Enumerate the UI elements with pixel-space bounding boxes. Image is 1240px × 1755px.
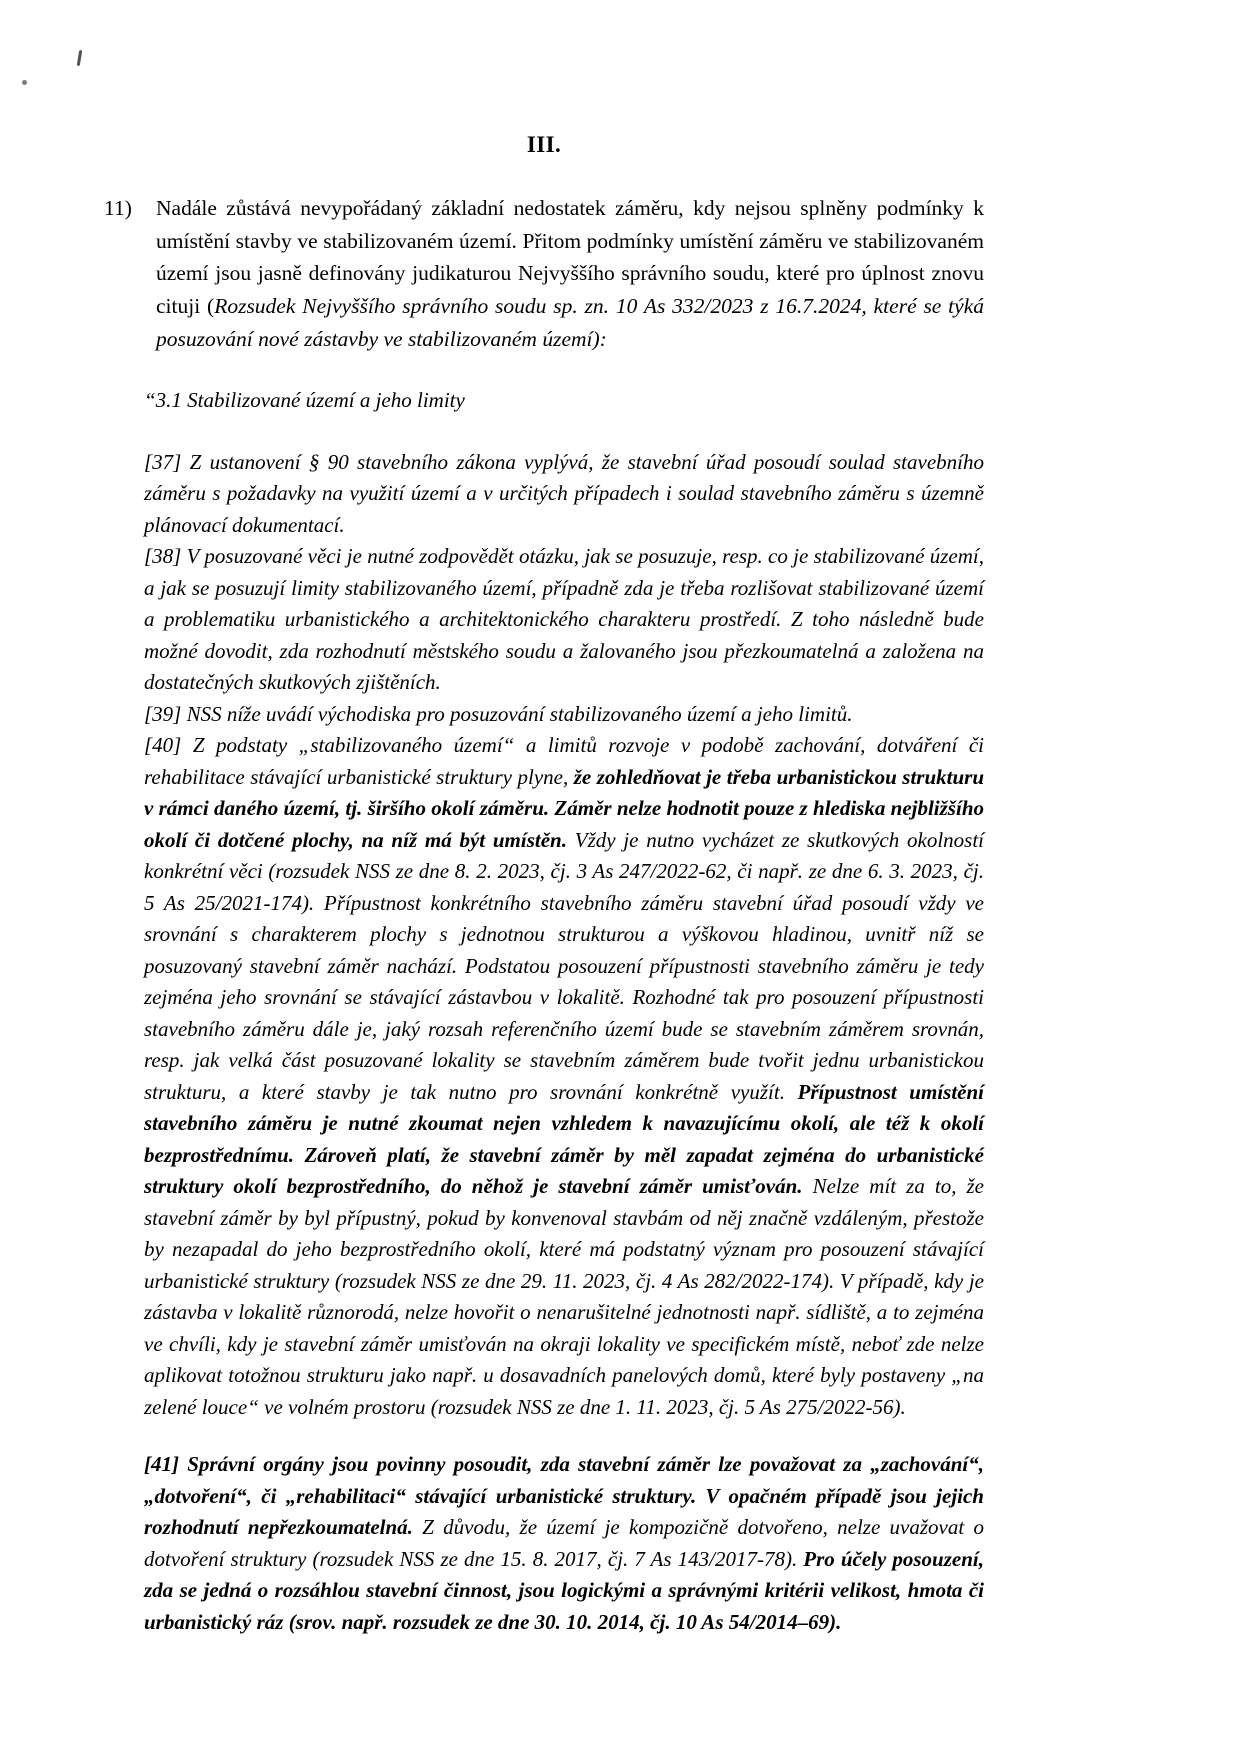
- section-heading-numeral: III.: [526, 132, 562, 157]
- para-40-run-2-plain: Vždy je nutno vycházet ze skutkových okolností konkrétní věci (rozsudek NSS ze dne 8. 2. 2023, čj. 3 As 247/2022-62, či např. ze dne 6. 3. 2023, čj. 5 As 25/2021-174). Přípustnost konkrétního stavebního záměru stavební úřad posoudí vždy ve srovnání s charakterem plochy s jednotnou strukturou a výškovou hladinou, uvnitř níž se posuzovaný stavební záměr nachází. Podstatou posouzení přípustnosti stavebního záměru je tedy zejména jeho srovnání se stávající zástavbou v lokalitě. Rozhodné tak pro posouzení přípustnosti stavebního záměru dále je, jaký rozsah referenčního území bude se stavebním záměrem srovnán, resp. jak velká část posuzované lokality se stavebním záměrem bude tvořit jednu urbanistickou strukturu, a které stavby je tak nutno pro srovnání konkrétně využít.: [144, 827, 985, 1104]
- quoted-ruling-subheading: “3.1 Stabilizované území a jeho limity: [144, 388, 465, 413]
- para-37: [144, 447, 984, 542]
- para-40-run-0-plain: [40] Z podstaty „stabilizovaného území“ a limitů rozvoje v podobě zachování, dotváření či rehabilitace stávající urbanistické struktury plyne,: [144, 733, 984, 789]
- para-37-run-0-plain: [37] Z ustanovení § 90 stavebního zákona vyplývá, že stavební úřad posoudí soulad stavebního záměru s požadavky na využití území a v určitých případech i soulad stavebního záměru s územně plánovací dokumentací.: [144, 449, 984, 537]
- para-38: [144, 541, 984, 699]
- para-41-run-2-emphasis: Pro účely posouzení, zda se jedná o rozsáhlou stavební činnost, jsou logickými a správnými kritérii velikost, hmota či urbanistický ráz (srov. např. rozsudek ze dne 30. 10. 2014, čj. 10 As 54/2014–69).: [144, 1546, 984, 1634]
- quoted-ruling-body: [144, 447, 984, 1639]
- page-content: [104, 132, 984, 1638]
- para-40-run-1-emphasis: že zohledňovat je třeba urbanistickou strukturu v rámci daného území, tj. širšího okolí záměru. Záměr nelze hodnotit pouze z hlediska nejbližšího okolí či dotčené plochy, na níž má být umístěn.: [144, 764, 984, 852]
- numbered-clause-11: [104, 192, 984, 355]
- scan-artifact-mark: [77, 50, 82, 66]
- para-40-run-3-emphasis: Přípustnost umístění stavebního záměru je nutné zkoumat nejen vzhledem k navazujícímu okolí, ale též k okolí bezprostřednímu. Zároveň platí, že stavební záměr by měl zapadat zejména do urbanistické struktury okolí bezprostředního, do něhož je stavební záměr umisťován.: [144, 1079, 984, 1199]
- clause-text-lead: Nadále zůstává nevypořádaný základní nedostatek záměru, kdy nejsou splněny podmínky k umístění stavby ve stabilizovaném území. Přitom podmínky umístění záměru ve stabilizovaném území jsou jasně definovány judikaturou Nejvyššího správního soudu, které pro úplnost znovu cituji (: [156, 196, 984, 319]
- scan-artifact-dot: [22, 80, 27, 85]
- para-39: [144, 699, 984, 731]
- clause-number-marker: 11): [104, 196, 132, 220]
- para-38-run-0-plain: [38] V posuzované věci je nutné zodpovědět otázku, jak se posuzuje, resp. co je stabilizované území, a jak se posuzují limity stabilizovaného území, případně zda je třeba rozlišovat stabilizované území a problematiku urbanistického a architektonického charakteru prostředí. Z toho následně bude možné dovodit, zda rozhodnutí městského soudu a žalovaného jsou přezkoumatelná a založena na dostatečných skutkových zjištěních.: [144, 544, 984, 695]
- para-40: [144, 730, 984, 1423]
- clause-body-text: [156, 192, 984, 355]
- para-39-run-0-plain: [39] NSS níže uvádí východiska pro posuzování stabilizovaného území a jeho limitů.: [144, 701, 853, 726]
- para-41-run-0-emphasis: [41] Správní orgány jsou povinny posoudit, zda stavební záměr lze považovat za „zachování“, „dotvoření“, či „rehabilitaci“ stávající urbanistické struktury. V opačném případě jsou jejich rozhodnutí nepřezkoumatelná.: [144, 1452, 984, 1540]
- para-41-run-1-plain: Z důvodu, že území je kompozičně dotvořeno, nelze uvažovat o dotvoření struktury (rozsudek NSS ze dne 15. 8. 2017, čj. 7 As 143/2017-78).: [144, 1515, 984, 1571]
- para-41: [144, 1449, 984, 1638]
- para-40-run-4-plain: Nelze mít za to, že stavební záměr by byl přípustný, pokud by konvenoval stavbám od něj značně vzdáleným, přestože by nezapadal do jeho bezprostředního okolí, které má podstatný význam pro posouzení stávající urbanistické struktury (rozsudek NSS ze dne 29. 11. 2023, čj. 4 As 282/2022-174). V případě, kdy je zástavba v lokalitě různorodá, nelze hovořit o nenarušitelné jednotnosti např. sídliště, a to zejména ve chvíli, kdy je stavební záměr umisťován na okraji lokality ve specifickém místě, neboť zde nelze aplikovat totožnou strukturu jako např. u dosavadních panelových domů, které byly postaveny „na zelené louce“ ve volném prostoru (rozsudek NSS ze dne 1. 11. 2023, čj. 5 As 275/2022-56).: [144, 1174, 984, 1419]
- clause-citation-reference: Rozsudek Nejvyššího správního soudu sp. zn. 10 As 332/2023 z 16.7.2024, které se týká posuzování nové zástavby ve stabilizovaném území):: [156, 294, 984, 351]
